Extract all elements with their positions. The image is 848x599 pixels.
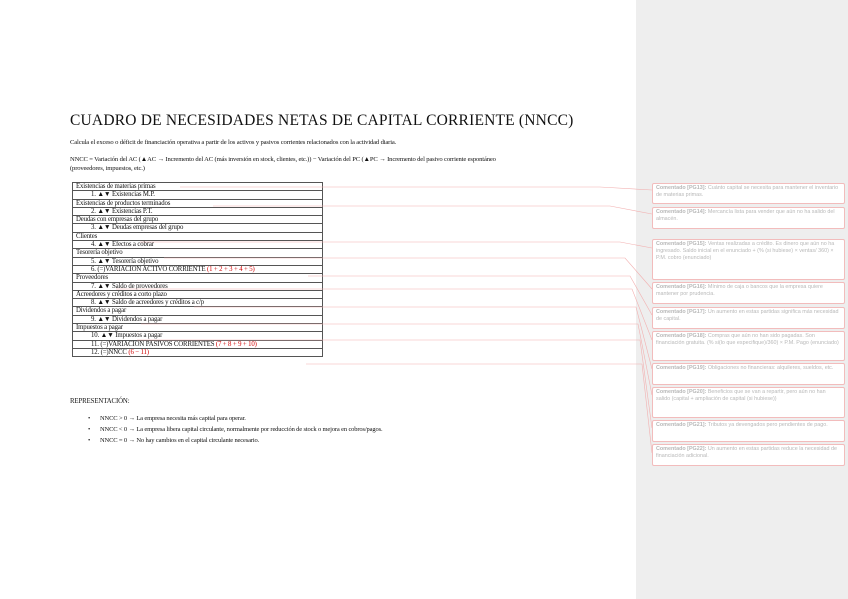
table-cell-item: 12. (=)NNCC (6 − 11)	[73, 348, 323, 356]
table-cell-heading: Proveedores	[73, 274, 323, 282]
bullet-icon: •	[88, 437, 91, 444]
table-cell-item: 3. ▲▼ Deudas empresas del grupo	[73, 224, 323, 232]
table-cell-heading: Clientes	[73, 232, 323, 240]
table-cell-item: 4. ▲▼ Efectos a cobrar	[73, 241, 323, 249]
table-cell-item: 8. ▲▼ Saldo de acreedores y créditos a c/p	[73, 299, 323, 307]
formula-reference: (7 + 8 + 9 + 10)	[215, 340, 257, 348]
comment-pg17[interactable]: Comentado [PG17]: Un aumento en estas partidas significa más necesidad de capital.	[652, 307, 845, 329]
table-cell-heading: Tesorería objetivo	[73, 249, 323, 257]
comment-pg18[interactable]: Comentado [PG18]: Compras que aún no han sido pagadas. Son financiación gratuita. (% si(lo que especifique)/360) × P.M. Pago (enunciado)	[652, 331, 845, 361]
table-cell-heading: Deudas con empresas del grupo	[73, 216, 323, 224]
table-cell-heading: Acreedores y créditos a corto plazo	[73, 290, 323, 298]
page-title: CUADRO DE NECESIDADES NETAS DE CAPITAL CORRIENTE (NNCC)	[70, 112, 574, 129]
comment-pg14[interactable]: Comentado [PG14]: Mercancía lista para vender que aún no ha salido del almacén.	[652, 207, 845, 229]
bullet-icon: •	[88, 415, 91, 422]
comment-pg21[interactable]: Comentado [PG21]: Tributos ya devengados pero pendientes de pago.	[652, 420, 845, 442]
comment-pg22[interactable]: Comentado [PG22]: Un aumento en estas partidas reduce la necesidad de financiación adicional.	[652, 444, 845, 466]
table-cell-item: 9. ▲▼ Dividendos a pagar	[73, 315, 323, 323]
table-cell-heading: Existencias de productos terminados	[73, 199, 323, 207]
table-cell-item: 7. ▲▼ Saldo de proveedores	[73, 282, 323, 290]
bullet-icon: •	[88, 426, 91, 433]
table-cell-item: 1. ▲▼ Existencias M.P.	[73, 191, 323, 199]
table-cell-item: 5. ▲▼ Tesorería objetivo	[73, 257, 323, 265]
table-cell-item: 11. (=)VARIACIÓN PASIVOS CORRIENTES (7 + 8 + 9 + 10)	[73, 340, 323, 348]
formula-reference: (6 − 11)	[128, 348, 149, 356]
comment-pg16[interactable]: Comentado [PG16]: Mínimo de caja o bancos que la empresa quiere mantener por prudencia.	[652, 282, 845, 304]
representation-heading: REPRESENTACIÓN:	[70, 398, 130, 405]
table-cell-item: 6. (=)VARIACIÓN ACTIVO CORRIENTE (1 + 2 + 3 + 4 + 5)	[73, 265, 323, 273]
table-cell-heading: Dividendos a pagar	[73, 307, 323, 315]
formula-reference: (1 + 2 + 3 + 4 + 5)	[207, 265, 255, 273]
comment-pg15[interactable]: Comentado [PG15]: Ventas realizadas a crédito. Es dinero que aún no ha ingresado. Saldo inicial en el enunciado + (% (si hubiese) × ventas/ 360) × P.M. cobro (enunciado)	[652, 239, 845, 280]
intro-paragraph: Calcula el exceso o déficit de financiación operativa a partir de los activos y pasivos corrientes relacionados con la actividad diaria.	[70, 139, 397, 146]
table-cell-item: 10. ▲▼ Impuestos a pagar	[73, 332, 323, 340]
formula-paragraph: NNCC = Variación del AC (▲AC → Incremento del AC (más inversión en stock, clientes, etc.)) − Variación del PC (▲PC → Incremento del pasivo corriente espontáneo (proveedores, impuestos, etc.)	[70, 156, 496, 172]
comment-pg19[interactable]: Comentado [PG19]: Obligaciones no financieras: alquileres, sueldos, etc.	[652, 363, 845, 385]
comment-pg13[interactable]: Comentado [PG13]: Cuánto capital se necesita para mantener el inventario de materias primas.	[652, 183, 845, 204]
list-item: • NNCC < 0 → La empresa libera capital circulante, normalmente por reducción de stock o mejora en cobros/pagos.	[88, 426, 383, 433]
table-cell-heading: Existencias de materias primas	[73, 183, 323, 191]
comment-pg20[interactable]: Comentado [PG20]: Beneficios que se van a repartir, pero aún no han salido (capital + ampliación de capital (si hubiese))	[652, 387, 845, 418]
table-cell-item: 2. ▲▼ Existencias P.T.	[73, 207, 323, 215]
list-item: • NNCC > 0 → La empresa necesita más capital para operar.	[88, 415, 246, 422]
list-item: • NNCC = 0 → No hay cambios en el capital circulante necesario.	[88, 437, 260, 444]
table-cell-heading: Impuestos a pagar	[73, 324, 323, 332]
